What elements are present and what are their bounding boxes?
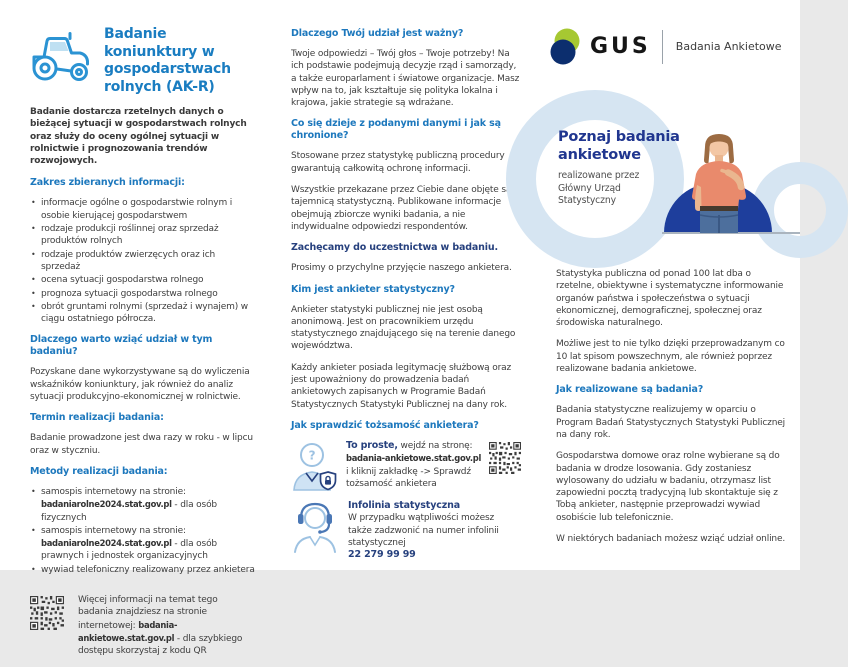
brand-header (548, 28, 782, 66)
how-surveys-text-1: Badania statystyczne realizujemy w oparciu o Program Badań Statystycznych Statystyki Publicznej na dany rok. (556, 405, 786, 440)
hotline-body: W przypadku wątpliwości możesz także zadzwonić na numer infolinii statystycznej (348, 513, 499, 548)
methods-heading: Metody realizacji badania: (30, 465, 168, 477)
scope-heading: Zakres zbieranych informacji: (30, 177, 185, 189)
list-item-text: samospis internetowy na stronie: (41, 525, 186, 536)
list-item (41, 486, 256, 524)
data-protection-text-2: Wszystkie przekazane przez Ciebie dane objęte są tajemnicą statystyczną. Publikowane informacje obejmują zbiorcze wyniki badania, a nie indywidualne odpowiedzi respondentów. (291, 185, 512, 232)
leaflet-intro: Badanie dostarcza rzetelnych danych o bieżącej sytuacji w gospodarstwach rolnych oraz służy do oceny ogólnej sytuacji w rolnictwie i prognozowania trendów rozwojowych. (30, 107, 247, 167)
verify-text (346, 440, 486, 490)
list-item-text: rodzaje produktów zwierzęcych oraz ich sprzedaż (41, 249, 216, 272)
hotline-text (348, 500, 516, 561)
verify-line1: wejdź na stronę: (397, 440, 473, 451)
list-item-text: - dla osób prawnych i jednostek organizacyjnych (41, 539, 217, 562)
hotline-title: Infolinia statystyczna (348, 499, 460, 511)
brand-tagline: Badania Ankietowe (675, 39, 782, 53)
qr-code (30, 596, 64, 630)
gus-logo-text: GUS (590, 33, 651, 59)
verify-url: badania-ankietowe.stat.gov.pl (346, 453, 482, 464)
list-item (41, 525, 256, 563)
logo-divider (662, 30, 663, 64)
survey-url: badaniarolne2024.stat.gov.pl (41, 538, 172, 549)
term-text: Badanie prowadzone jest dwa razy w roku - w lipcu oraz w styczniu. (30, 433, 253, 456)
leaflet-title: Badanie koniunktury w gospodarstwach rolnych (AK-R) (104, 26, 231, 95)
verify-line2: i kliknij zakładkę -> Sprawdź tożsamość ankietera (346, 466, 471, 489)
list-item (41, 288, 256, 300)
term-heading: Termin realizacji badania: (30, 412, 164, 424)
how-surveys-text-2: Gospodarstwa domowe oraz rolne wybierane są do badania w drodze losowania. Gdy zostaniesz wylosowany do udziału w badaniu, otrzymasz list zapowiedni pocztą tradycyjną lub skontaktuje się z Tobą ankieter, następnie przeprowadzi wywiad osobiście lub telefonicznie. (556, 451, 780, 523)
qr-code (489, 442, 521, 474)
hero-text-block (558, 128, 692, 208)
survey-url: badaniarolne2024.stat.gov.pl (41, 499, 172, 510)
gus-logo-icon (548, 28, 582, 66)
more-info-text (78, 594, 254, 657)
stats-census-text: Możliwe jest to nie tylko dzięki przeprowadzanym co 10 lat spisom powszechnym, ale również poprzez realizowane badania ankietowe. (556, 339, 785, 375)
right-panel (556, 268, 790, 554)
online-participation-text: W niektórych badaniach możesz wziąć udział online. (556, 534, 786, 545)
list-item (41, 197, 256, 222)
more-info-block (30, 594, 256, 666)
hero-title: Poznaj badania ankietowe (558, 129, 680, 163)
who-is-interviewer-text-1: Ankieter statystyki publicznej nie jest osobą anonimową. Jest on pracownikiem urzędu statystycznego znajdującego się na terenie danego województwa. (291, 304, 516, 352)
hotline-phone: 22 279 99 99 (348, 549, 416, 561)
list-item-text: - dla osób fizycznych (41, 500, 217, 523)
list-item-text: wywiad telefoniczny realizowany przez ankietera (41, 564, 255, 575)
encourage-heading: Zachęcamy do uczestnictwa w badaniu. (291, 242, 498, 254)
left-panel (30, 26, 256, 667)
list-item (41, 301, 256, 326)
list-item (41, 564, 256, 576)
list-item-text: prognoza sytuacji gospodarstwa rolnego (41, 288, 218, 299)
list-item-text: informacje ogólne o gospodarstwie rolnym i osobie kierującej gospodarstwem (41, 198, 233, 221)
who-is-interviewer-text-2: Każdy ankieter posiada legitymację służbową oraz jest upoważniony do prowadzenia badań ankietowych zapisanych w Programie Badań Statystycznych Statystyki Publicznej na dany rok. (291, 362, 512, 410)
hotline-icon (291, 500, 339, 554)
ankieter-id-icon (291, 440, 337, 492)
data-protection-text-1: Stosowane przez statystykę publiczną procedury gwarantują całkowitą ochronę informacji. (291, 151, 505, 174)
title-block (30, 26, 256, 96)
importance-heading: Dlaczego Twój udział jest ważny? (291, 28, 464, 39)
importance-text: Twoje odpowiedzi – Twój głos – Twoje potrzeby! Na ich podstawie podejmują decyzje rząd i samorządy, a także europarlament i światowe organizacje. Masz wpływ na to, jak kształtuje się polityka lokalna i krajowa, jakie strategie są wdrażane. (291, 49, 520, 109)
how-surveys-heading: Jak realizowane są badania? (556, 384, 704, 396)
svg-text:?: ? (308, 448, 316, 463)
hotline-block (291, 500, 523, 561)
stats-mission-text: Statystyka publiczna od ponad 100 lat dba o rzetelne, obiektywne i systematyczne informowanie organów państwa i społeczeństwa o sytuacji ekonomicznej, demograficznej, społecznej oraz środowiska naturalnego. (556, 269, 784, 329)
list-item (41, 274, 256, 286)
verify-identity-block (291, 440, 523, 492)
hero-subtitle: realizowane przez Główny Urząd Statystyczny (558, 170, 640, 206)
scope-list (30, 197, 256, 325)
tractor-icon (30, 30, 94, 82)
list-item (41, 249, 256, 274)
why-text: Pozyskane dane wykorzystywane są do wyliczenia wskaźników koniunktury, jak również do analiz sytuacji produkcyjno-ekonomicznej w rolnictwie. (30, 367, 250, 403)
list-item (41, 223, 256, 248)
methods-list (30, 486, 256, 576)
verify-heading: Jak sprawdzić tożsamość ankietera? (291, 419, 479, 431)
who-is-interviewer-heading: Kim jest ankieter statystyczny? (291, 283, 455, 295)
data-protection-heading: Co się dzieje z podanymi danymi i jak są chronione? (291, 118, 501, 142)
why-heading: Dlaczego warto wziąć udział w tym badaniu? (30, 334, 213, 358)
more-info-post: - dla szybkiego dostępu skorzystaj z kodu QR (78, 633, 243, 657)
more-info-pre: Więcej informacji na temat tego badania znajdziesz na stronie internetowej: (78, 595, 218, 631)
list-item-text: rodzaje produkcji roślinnej oraz sprzedaż produktów rolnych (41, 224, 219, 247)
list-item-text: ocena sytuacji gospodarstwa rolnego (41, 275, 204, 286)
info-url: badania-ankietowe.stat.gov.pl (78, 619, 178, 643)
middle-panel (291, 28, 523, 569)
encourage-text: Prosimy o przychylne przyjęcie naszego ankietera. (291, 263, 512, 274)
list-item-text: samospis internetowy na stronie: (41, 486, 186, 497)
list-item-text: obrót gruntami rolnymi (sprzedaż i wynajem) w ciągu ostatniego półrocza. (41, 301, 249, 325)
verify-lead: To proste, (346, 439, 398, 451)
